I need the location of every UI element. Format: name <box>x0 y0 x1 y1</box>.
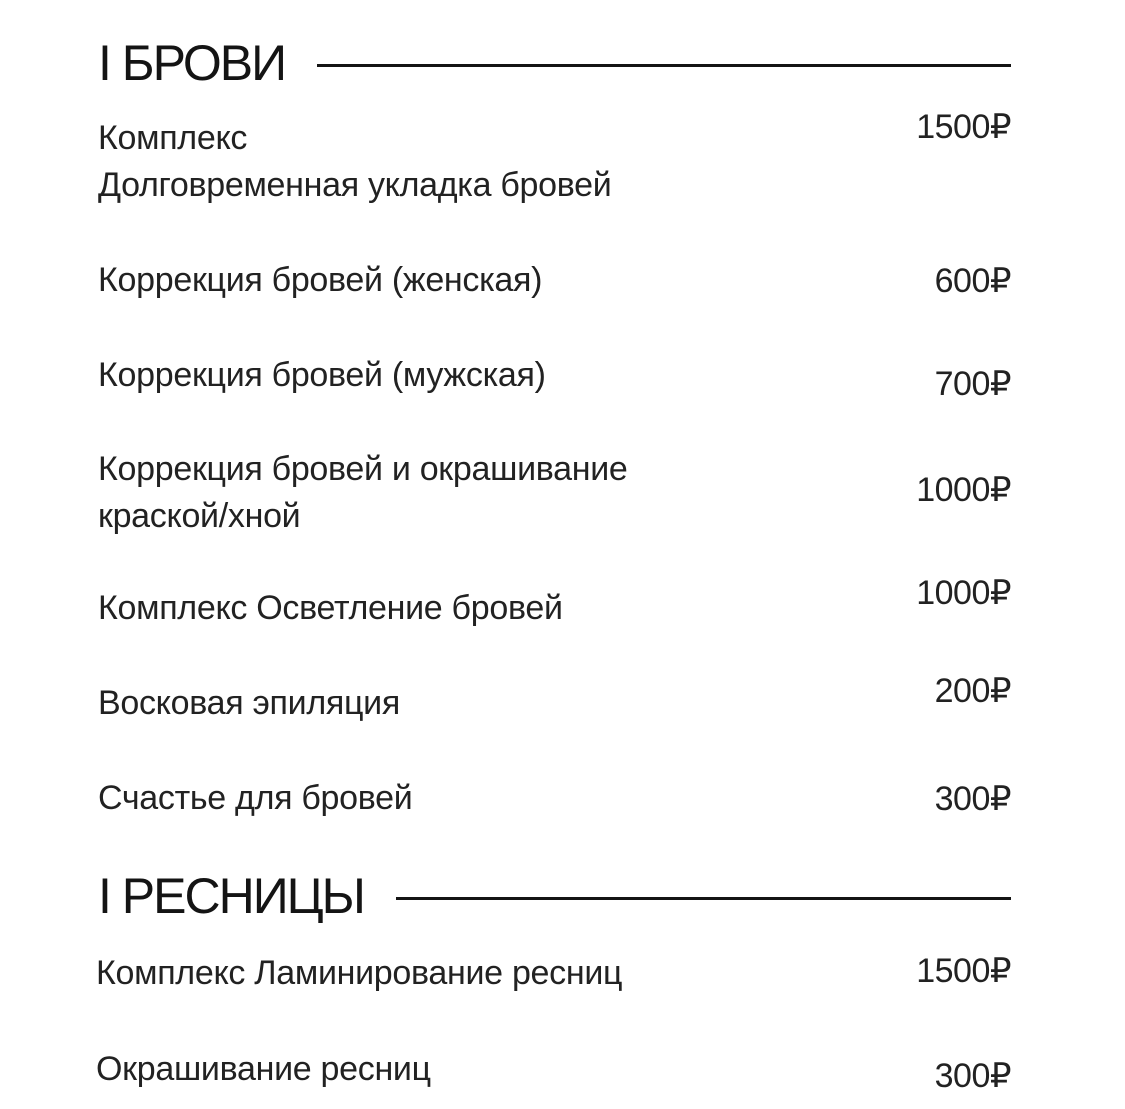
service-price: 1000₽ <box>916 471 1011 509</box>
service-name <box>98 585 563 632</box>
service-name-line: Коррекция бровей и окрашивание <box>98 450 628 488</box>
service-price: 200₽ <box>934 672 1011 710</box>
service-name-line: Окрашивание ресниц <box>96 1050 431 1088</box>
section-divider <box>317 64 1011 67</box>
section-header-brows <box>98 35 1011 91</box>
service-name <box>98 115 611 209</box>
service-name <box>98 257 542 304</box>
service-name <box>98 680 400 727</box>
service-name-line: Коррекция бровей (мужская) <box>98 356 546 394</box>
service-price: 1500₽ <box>916 952 1011 990</box>
section-title: I РЕСНИЦЫ <box>98 868 364 924</box>
service-name <box>96 1046 431 1093</box>
section-title: I БРОВИ <box>98 35 286 91</box>
service-price: 300₽ <box>934 780 1011 818</box>
service-name-line: Комплекс <box>98 119 248 157</box>
service-name-line: Коррекция бровей (женская) <box>98 261 543 299</box>
section-divider <box>396 897 1011 900</box>
service-name <box>98 352 546 399</box>
service-price: 1000₽ <box>916 574 1011 612</box>
service-name-line: Восковая эпиляция <box>98 684 400 722</box>
section-header-lashes <box>98 868 1011 924</box>
service-name <box>98 775 412 822</box>
service-price: 700₽ <box>934 365 1011 403</box>
service-name-line: Комплекс Ламинирование ресниц <box>96 954 623 992</box>
service-price: 600₽ <box>934 262 1011 300</box>
service-name-line: краской/хной <box>98 497 301 535</box>
service-price: 1500₽ <box>916 108 1011 146</box>
service-price: 300₽ <box>934 1057 1011 1095</box>
service-name-line: Долговременная укладка бровей <box>98 166 612 204</box>
service-name <box>98 446 628 540</box>
service-name <box>96 950 622 997</box>
service-name-line: Счастье для бровей <box>98 779 413 817</box>
service-name-line: Комплекс Осветление бровей <box>98 589 563 627</box>
